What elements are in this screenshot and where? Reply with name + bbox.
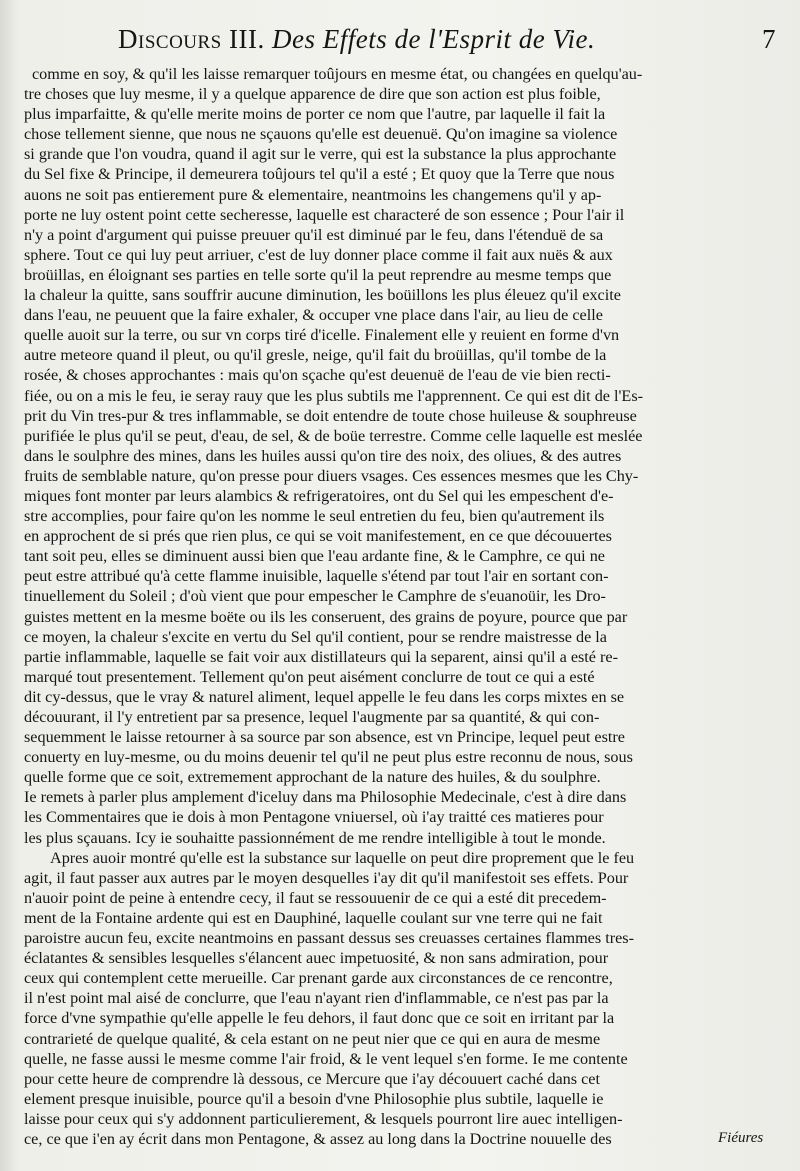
text-line: la chaleur la quitte, sans souffrir aucune diminution, les boüillons les plus éleuez qu'il excite <box>24 286 621 305</box>
text-line: Apres auoir montré qu'elle est la substance sur laquelle on peut dire proprement que le feu <box>50 848 635 867</box>
discours-number: Discours III. <box>118 24 265 54</box>
text-line: les Commentaires que ie dois à mon Pentagone vniuersel, où i'ay traitté ces matieres pour <box>24 808 604 827</box>
catchword: Fiéures <box>718 1130 764 1146</box>
text-line: quelle auoit sur la terre, ou sur vn corps tiré d'icelle. Finalement elle y reuient en forme d'vn <box>24 326 620 345</box>
chapter-title: Des Effets de l'Esprit de Vie. <box>271 24 596 54</box>
text-line: quelle forme que ce soit, extremement approchant de la nature des huiles, & du soulphre. <box>24 768 601 787</box>
text-line: ceux qui contemplent cette merueille. Car prenant garde aux circonstances de ce rencontre, <box>24 969 613 988</box>
text-line: ce, ce que i'en ay écrit dans mon Pentagone, & assez au long dans la Doctrine nouuelle des <box>24 1129 612 1148</box>
text-line: fruits de semblable nature, qu'on presse pour diuers vsages. Ces essences mesmes que les Chy- <box>24 466 639 485</box>
body-text <box>24 64 788 1149</box>
text-line: purifiée le plus qu'il se peut, d'eau, de sel, & de boüe terrestre. Comme celle laquelle est meslée <box>24 426 643 445</box>
text-line: tre choses que luy mesme, il y a quelque apparence de dire que son action est plus foible, <box>24 85 601 104</box>
text-line: auons ne soit pas entierement pure & elementaire, neantmoins les changemens qu'il y ap- <box>24 185 602 204</box>
text-line: éclatantes & sensibles lesquelles s'élancent auec impetuosité, & non sans admiration, pour <box>24 949 609 968</box>
text-line: marqué tout presentement. Tellement qu'on peut aisément conclurre de tout ce qui a esté <box>24 667 595 686</box>
text-line: prit du Vin tres-pur & tres inflammable, se doit entendre de toute chose huileuse & souphreuse <box>24 406 637 425</box>
text-line: ment de la Fontaine ardente qui est en Dauphiné, laquelle coulant sur vne terre qui ne fait <box>24 908 603 927</box>
text-line: les plus sçauans. Icy ie souhaitte passionnément de me rendre intelligible à tout le monde. <box>24 828 606 847</box>
text-line: en approchent de si prés que rien plus, ce qui se voit manifestement, en ce que découuertes <box>24 527 612 546</box>
text-line: partie inflammable, laquelle se fait voir aux distillateurs qui la separent, ainsi qu'il a esté re- <box>24 647 619 666</box>
text-line: fiée, ou on a mis le feu, ie seray rauy que les plus subtils me l'apprennent. Ce qui est dit de l'Es- <box>24 386 644 405</box>
text-line: peut estre attribué qu'à cette flamme inuisible, laquelle s'étend par tout l'air en sortant con- <box>24 567 609 586</box>
text-line: dans le soulphre des mines, dans les huiles aussi qu'on tire des noix, des oliues, & des autres <box>24 446 622 465</box>
text-line: rosée, & choses approchantes : mais qu'on sçache qu'est deuenuë de l'eau de vie bien recti- <box>24 366 611 385</box>
text-line: plus imparfaitte, & qu'elle merite moins de porter ce nom que l'autre, par laquelle il fait la <box>24 105 606 124</box>
text-line: si grande que l'on voudra, quand il agit sur le verre, qui est la substance la plus approchante <box>24 145 617 164</box>
text-line: ce moyen, la chaleur s'excite en vertu du Sel qu'il contient, pour se rendre maistresse de la <box>24 627 607 646</box>
text-line: sphere. Tout ce qui luy peut arriuer, c'est de luy donner place comme il fait aux nuës & aux <box>24 245 613 264</box>
text-line: tant soit peu, elles se diminuent aussi bien que l'eau ardante fine, & le Camphre, ce qui ne <box>24 547 605 566</box>
text-line: autre meteore quand il pleut, ou qu'il gresle, neige, qu'il fait du broüillas, qu'il tombe de la <box>24 346 607 365</box>
text-line: conuerty en luy-mesme, ou du moins deuenir tel qu'il ne peut plus estre reconnu de nous, sous <box>24 748 633 767</box>
text-line: il n'est point mal aisé de conclurre, que l'eau n'ayant rien d'inflammable, ce n'est pas par la <box>24 989 609 1008</box>
running-head-title <box>118 24 595 55</box>
text-line: du Sel fixe & Principe, il demeurera toûjours tel qu'il a esté ; Et quoy que la Terre que nous <box>24 165 615 184</box>
text-line: n'y a point d'argument qui puisse preuuer qu'il est diminué par le feu, dans l'étenduë de sa <box>24 225 604 244</box>
text-line: Ie remets à parler plus amplement d'iceluy dans ma Philosophie Medecinale, c'est à dire dans <box>24 788 627 807</box>
text-line: contrarieté de quelque qualité, & cela estant on ne peut nier que ce qui en aura de mesme <box>24 1029 601 1048</box>
text-line: force d'vne sympathie qu'elle appelle le feu dehors, il faut donc que ce soit en irritant par la <box>24 1009 615 1028</box>
text-line: stre accomplies, pour faire qu'on les nomme le seul entretien du feu, bien qu'autrement ils <box>24 507 605 526</box>
text-line: paroistre aucun feu, excite neantmoins en passant dessus ses creuasses certaines flammes tres- <box>24 929 634 948</box>
text-line: element presque inuisible, pource qu'il a besoin d'vne Philosophie plus subtile, laquelle ie <box>24 1089 604 1108</box>
text-line: comme en soy, & qu'il les laisse remarquer toûjours en mesme état, ou changées en quelqu'au- <box>32 65 643 83</box>
text-line: chose tellement sienne, que nous ne sçauons qu'elle est deuenuë. Qu'on imagine sa violence <box>24 125 618 144</box>
text-line: sequemment le laisse retourner à sa source par son absence, est vn Principe, lequel peut estre <box>24 728 625 747</box>
text-line: miques font monter par leurs alambics & refrigeratoires, ont du Sel qui les empeschent d'e- <box>24 486 614 505</box>
running-head <box>0 24 800 64</box>
text-line: dit cy-dessus, que le vray & naturel aliment, lequel appelle le feu dans les corps mixtes en se <box>24 687 625 706</box>
text-line: agit, il faut passer aux autres par le moyen desquelles i'ay dit qu'il manifestoit ses effets. Pour <box>24 868 629 887</box>
text-line: dans l'eau, ne peuuent que la faire exhaler, & occuper vne place dans l'air, au lieu de celle <box>24 306 603 325</box>
text-line: broüillas, en éloignant ses parties en telle sorte qu'il la peut reprendre au mesme temps que <box>24 265 612 284</box>
text-line: porte ne luy ostent point cette secheresse, laquelle est characteré de son essence ; Pour l'air il <box>24 205 625 224</box>
text-line: découurant, il l'y entretient par sa presence, lequel l'augmente par sa quantité, & qui con- <box>24 708 600 726</box>
text-line: pour cette heure de comprendre là dessous, ce Mercure que i'ay découuert caché dans cet <box>24 1069 600 1088</box>
text-line: quelle, ne fasse aussi le mesme comme l'air froid, & le vent lequel s'en forme. Ie me contente <box>24 1049 628 1068</box>
text-line: n'auoir point de peine à entendre cecy, il faut se ressouuenir de ce qui a esté dit precedem- <box>24 888 607 907</box>
text-line: guistes mettent en la mesme boëte ou ils les conseruent, des grains de poyure, pource que par <box>24 607 628 626</box>
page-number: 7 <box>762 24 776 54</box>
text-line: tinuellement du Soleil ; d'où vient que pour empescher le Camphre de s'euanoüir, les Dro- <box>24 587 606 606</box>
text-line: laisse pour ceux qui s'y addonnent particulierement, & lesquels pourront lire auec intelligen- <box>24 1109 623 1128</box>
